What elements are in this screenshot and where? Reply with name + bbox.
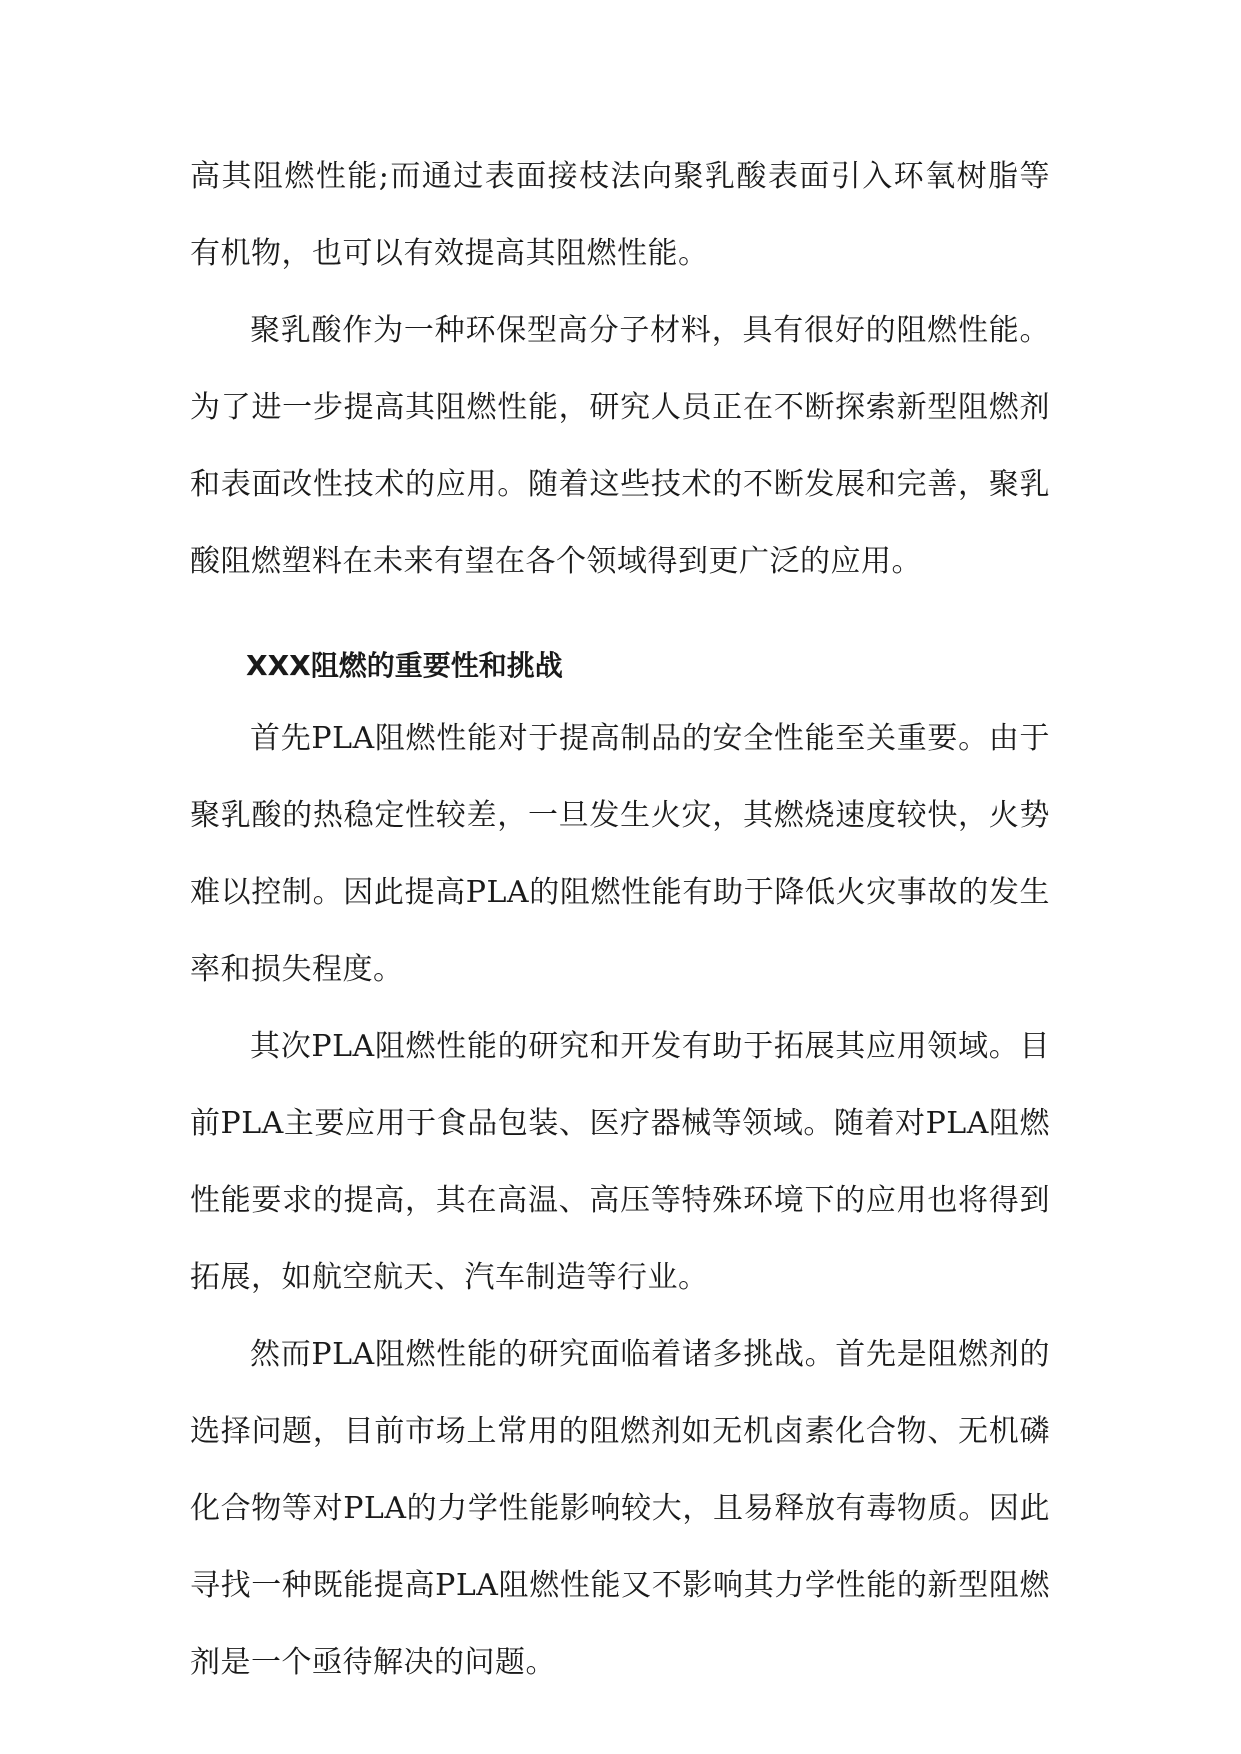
document-body <box>190 138 1050 1701</box>
section-heading: XXX阻燃的重要性和挑战 <box>246 649 563 682</box>
paragraph-continued: 高其阻燃性能;而通过表面接枝法向聚乳酸表面引入环氧树脂等有机物，也可以有效提高其阻燃性能。 <box>190 159 1050 271</box>
paragraph-pla-overview: 聚乳酸作为一种环保型高分子材料，具有很好的阻燃性能。为了进一步提高其阻燃性能，研究人员正在不断探索新型阻燃剂和表面改性技术的应用。随着这些技术的不断发展和完善，聚乳酸阻燃塑料在未来有望在各个领域得到更广泛的应用。 <box>190 313 1050 579</box>
paragraph-safety: 首先PLA阻燃性能对于提高制品的安全性能至关重要。由于聚乳酸的热稳定性较差，一旦发生火灾，其燃烧速度较快，火势难以控制。因此提高PLA的阻燃性能有助于降低火灾事故的发生率和损失程度。 <box>190 721 1050 987</box>
paragraph-applications: 其次PLA阻燃性能的研究和开发有助于拓展其应用领域。目前PLA主要应用于食品包装、医疗器械等领域。随着对PLA阻燃性能要求的提高，其在高温、高压等特殊环境下的应用也将得到拓展，如航空航天、汽车制造等行业。 <box>190 1029 1050 1295</box>
paragraph-challenges: 然而PLA阻燃性能的研究面临着诸多挑战。首先是阻燃剂的选择问题，目前市场上常用的阻燃剂如无机卤素化合物、无机磷化合物等对PLA的力学性能影响较大，且易释放有毒物质。因此寻找一种既能提高PLA阻燃性能又不影响其力学性能的新型阻燃剂是一个亟待解决的问题。 <box>190 1337 1050 1680</box>
